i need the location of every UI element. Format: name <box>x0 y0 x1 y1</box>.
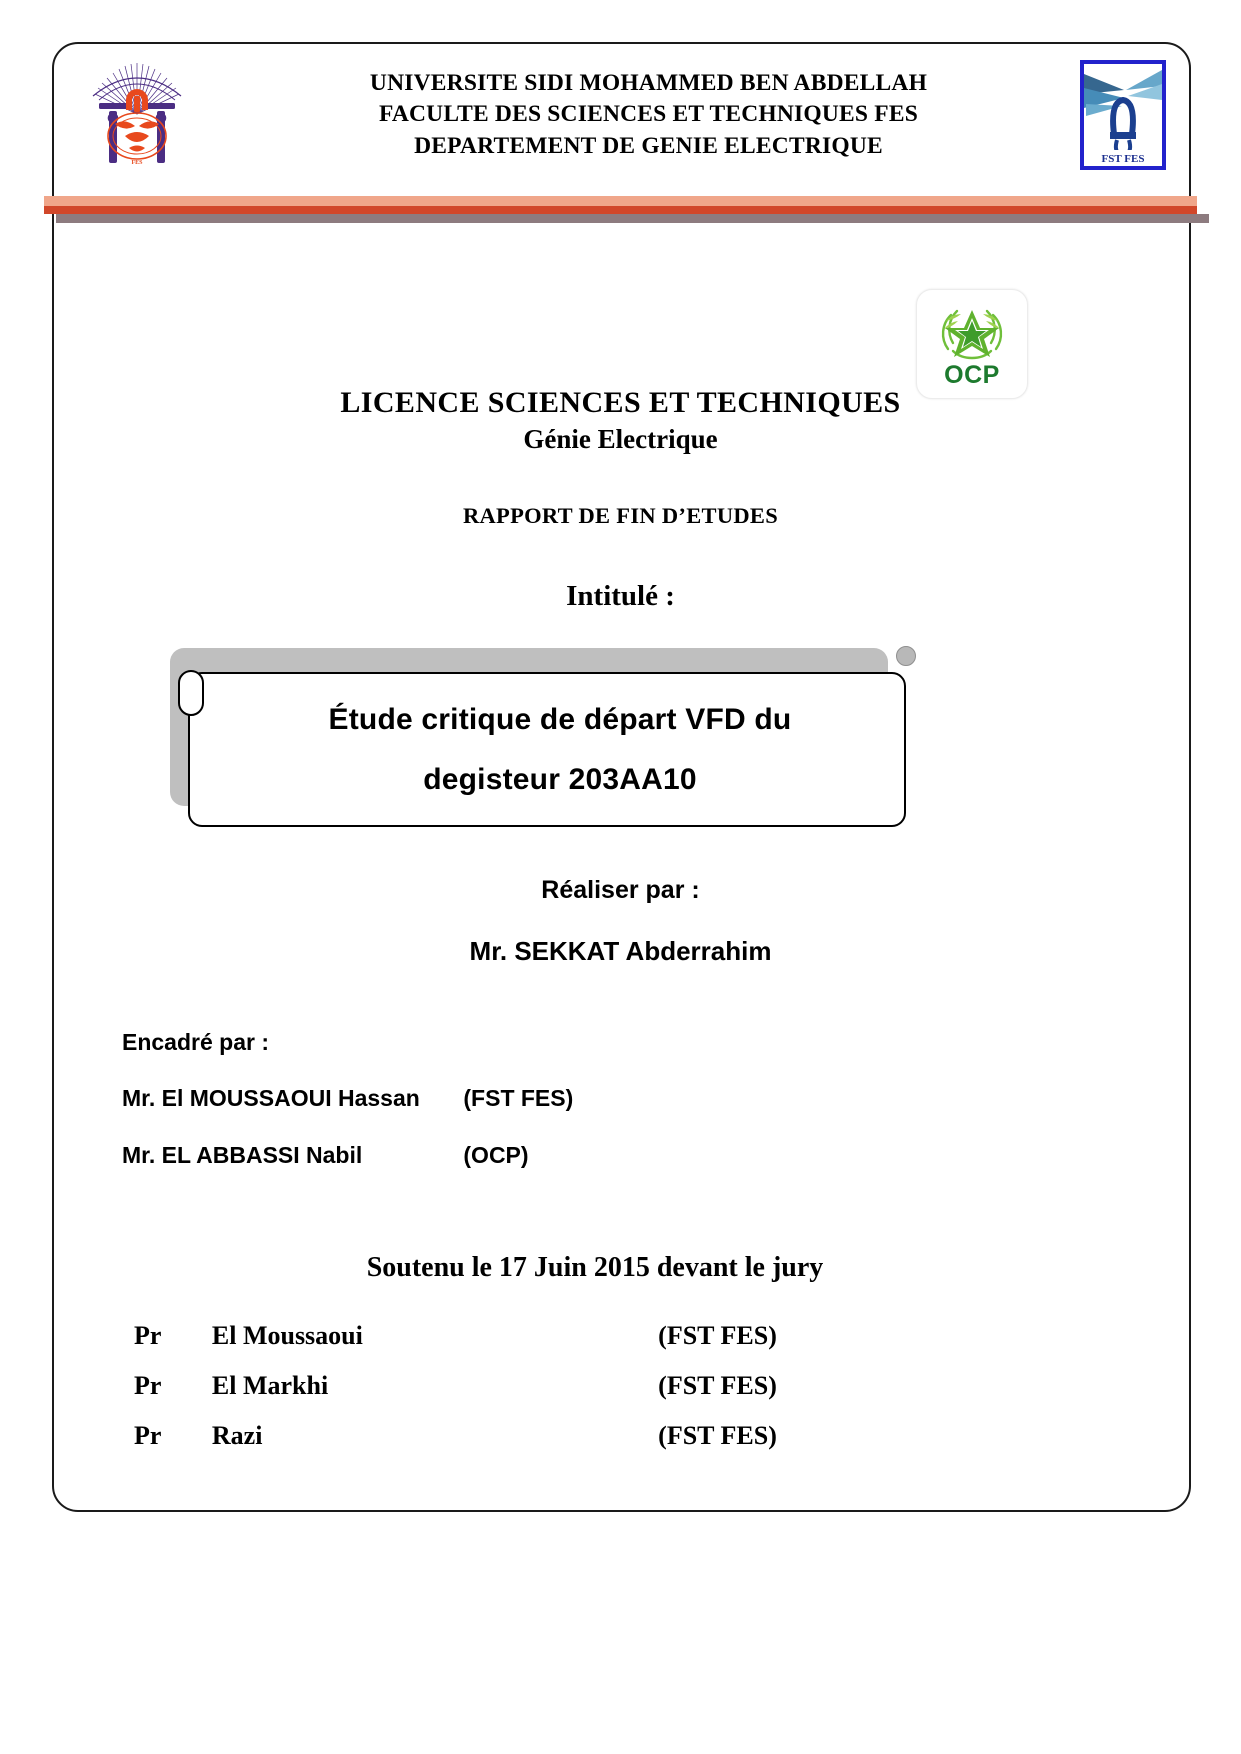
header-line-1: UNIVERSITE SIDI MOHAMMED BEN ABDELLAH <box>369 70 928 97</box>
jury-affiliation: (FST FES) <box>658 1371 777 1400</box>
jury-title: Pr <box>134 1321 162 1350</box>
jury-title: Pr <box>134 1421 162 1450</box>
divider-dark-band <box>44 206 1197 214</box>
fst-fes-logo-text: FST FES <box>1101 153 1145 165</box>
supervisor-row <box>122 1142 529 1169</box>
header-line-2: FACULTE DES SCIENCES ET TECHNIQUES FES <box>379 101 918 128</box>
jury-row <box>134 1311 814 1361</box>
jury-name: Razi <box>211 1421 263 1450</box>
author-name: Mr. SEKKAT Abderrahim <box>469 936 772 966</box>
author-label: Réaliser par : <box>541 876 700 904</box>
title-scroll-banner <box>170 648 910 830</box>
jury-row <box>134 1361 814 1411</box>
document-type: RAPPORT DE FIN D’ETUDES <box>462 503 779 528</box>
jury-title: Pr <box>134 1371 162 1400</box>
supervisors-label: Encadré par : <box>122 1029 269 1055</box>
header-title-block <box>197 68 1080 162</box>
header-line-3: DEPARTEMENT DE GENIE ELECTRIQUE <box>414 132 883 159</box>
ocp-logo <box>916 289 1028 399</box>
scroll-knob-right <box>896 646 916 666</box>
ocp-wordmark: OCP <box>944 360 1000 389</box>
supervisor-affiliation: (OCP) <box>463 1142 529 1168</box>
jury-name: El Moussaoui <box>211 1321 363 1350</box>
thesis-title-line-2: degisteur 203AA10 <box>423 762 697 796</box>
thesis-title-line-1: Étude critique de départ VFD du <box>328 702 792 736</box>
header-divider <box>44 196 1197 218</box>
jury-table <box>134 1311 814 1461</box>
divider-light-band <box>44 196 1197 206</box>
ocp-star-icon <box>931 301 1013 365</box>
defense-line: Soutenu le 17 Juin 2015 devant le jury <box>366 1252 824 1283</box>
document-header <box>55 45 1188 185</box>
jury-name: El Markhi <box>211 1371 329 1400</box>
titled-label: Intitulé : <box>566 580 675 612</box>
fst-fes-logo <box>1080 60 1166 170</box>
supervisor-name: Mr. El MOUSSAOUI Hassan <box>122 1085 420 1111</box>
svg-text:FES: FES <box>131 160 143 166</box>
divider-shadow <box>56 214 1209 223</box>
supervisor-row <box>122 1085 573 1112</box>
jury-affiliation: (FST FES) <box>658 1321 777 1350</box>
supervisor-name: Mr. EL ABBASSI Nabil <box>122 1142 363 1168</box>
degree-specialty: Génie Electrique <box>523 424 718 454</box>
usmba-university-logo <box>77 56 197 174</box>
supervisor-affiliation: (FST FES) <box>463 1085 574 1111</box>
jury-affiliation: (FST FES) <box>658 1421 777 1450</box>
jury-row <box>134 1411 814 1461</box>
title-scroll-text <box>188 672 906 827</box>
degree-program: LICENCE SCIENCES ET TECHNIQUES <box>340 386 901 419</box>
